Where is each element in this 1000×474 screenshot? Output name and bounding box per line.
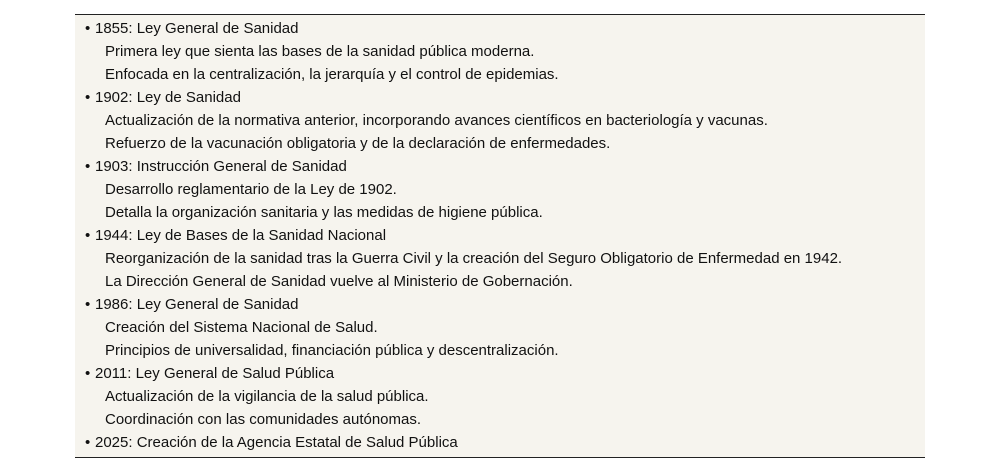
- timeline-detail: Creación del Sistema Nacional de Salud.: [105, 319, 378, 336]
- timeline-heading-text: 2025: Creación de la Agencia Estatal de Salud Pública: [95, 434, 458, 451]
- bullet-icon: •: [85, 296, 91, 313]
- timeline-heading: [75, 431, 925, 454]
- timeline-detail: Principios de universalidad, financiación pública y descentralización.: [105, 342, 559, 359]
- timeline-detail: Enfocada en la centralización, la jerarquía y el control de epidemias.: [105, 66, 559, 83]
- timeline-entry: [75, 17, 925, 86]
- timeline-entry: [75, 224, 925, 293]
- timeline-heading: [75, 362, 925, 385]
- timeline-heading: [75, 86, 925, 109]
- timeline-detail: Detalla la organización sanitaria y las medidas de higiene pública.: [105, 204, 543, 221]
- timeline-heading: [75, 155, 925, 178]
- timeline-entry: [75, 86, 925, 155]
- timeline-entry: [75, 431, 925, 454]
- timeline-detail: Coordinación con las comunidades autónomas.: [105, 411, 422, 428]
- timeline-detail: Actualización de la vigilancia de la salud pública.: [105, 388, 429, 405]
- bullet-icon: •: [85, 227, 91, 244]
- timeline-detail: Primera ley que sienta las bases de la sanidad pública moderna.: [105, 43, 535, 60]
- timeline-detail: La Dirección General de Sanidad vuelve al Ministerio de Gobernación.: [105, 273, 573, 290]
- timeline-heading-text: 1944: Ley de Bases de la Sanidad Nacional: [95, 227, 387, 244]
- timeline-list: [75, 15, 925, 454]
- bullet-icon: •: [85, 365, 91, 382]
- bullet-icon: •: [85, 158, 91, 175]
- timeline-detail: Refuerzo de la vacunación obligatoria y de la declaración de enfermedades.: [105, 135, 611, 152]
- timeline-heading-text: 1986: Ley General de Sanidad: [95, 296, 299, 313]
- timeline-entry: [75, 293, 925, 362]
- bullet-icon: •: [85, 89, 91, 106]
- bullet-icon: •: [85, 434, 91, 451]
- timeline-heading: [75, 293, 925, 316]
- timeline-detail: Actualización de la normativa anterior, incorporando avances científicos en bacteriología y vacunas.: [105, 112, 768, 129]
- timeline-heading-text: 1855: Ley General de Sanidad: [95, 20, 299, 37]
- timeline-heading-text: 1903: Instrucción General de Sanidad: [95, 158, 347, 175]
- timeline-heading-text: 1902: Ley de Sanidad: [95, 89, 241, 106]
- timeline-panel: [75, 14, 925, 458]
- timeline-detail: Reorganización de la sanidad tras la Guerra Civil y la creación del Seguro Obligatorio de Enfermedad en 1942.: [105, 250, 843, 267]
- timeline-heading-text: 2011: Ley General de Salud Pública: [95, 365, 335, 382]
- bullet-icon: •: [85, 20, 91, 37]
- timeline-heading: [75, 17, 925, 40]
- timeline-detail: Desarrollo reglamentario de la Ley de 1902.: [105, 181, 397, 198]
- timeline-heading: [75, 224, 925, 247]
- timeline-entry: [75, 155, 925, 224]
- timeline-entry: [75, 362, 925, 431]
